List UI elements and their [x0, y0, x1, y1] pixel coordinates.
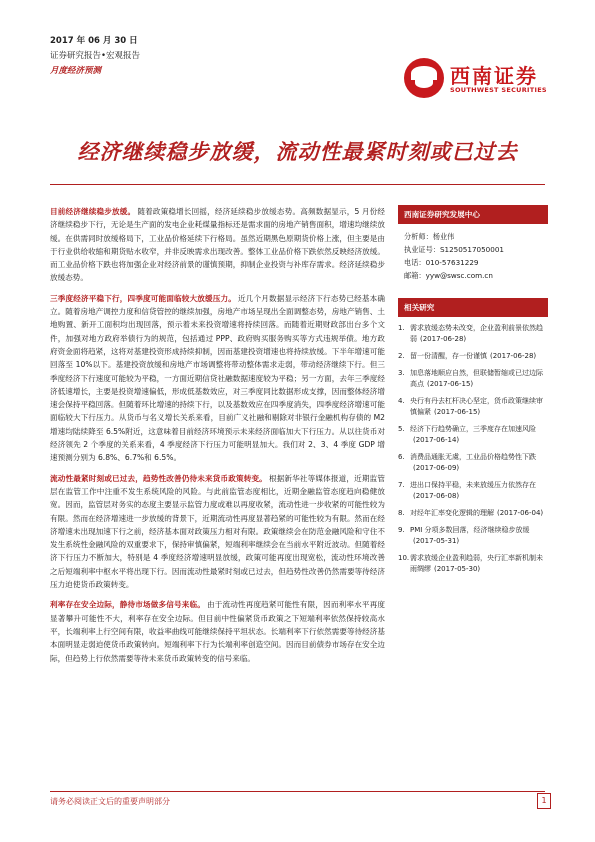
related-title: 对经年汇率变化逻辑的理解 — [410, 509, 494, 517]
related-title: PMI 分项多数回落，经济继续稳步放缓 — [410, 526, 530, 534]
paragraph-lead: 利率存在安全边际，静待市场做多信号来临。 — [50, 600, 205, 610]
related-date: (2017-05-30) — [434, 565, 481, 573]
related-item[interactable] — [398, 508, 548, 519]
related-date: (2017-05-31) — [413, 537, 460, 545]
related-number: 5. — [398, 425, 405, 433]
related-number: 7. — [398, 481, 405, 489]
report-meta — [50, 34, 140, 79]
related-heading: 相关研究 — [398, 298, 548, 317]
analyst-info — [398, 224, 548, 288]
related-item[interactable] — [398, 351, 548, 362]
related-item[interactable] — [398, 323, 548, 345]
analyst-label: 分析师： — [404, 232, 433, 241]
related-item[interactable] — [398, 424, 548, 446]
related-number: 8. — [398, 509, 405, 517]
email-link[interactable]: yyw@swsc.com.cn — [425, 271, 493, 280]
footer-divider — [50, 791, 545, 792]
related-number: 2. — [398, 352, 405, 360]
related-date: (2017-06-04) — [497, 509, 544, 517]
logo-name-en: SOUTHWEST SECURITIES — [450, 86, 547, 94]
related-item[interactable] — [398, 553, 548, 575]
paragraph — [50, 292, 385, 465]
related-title: 留一份清醒，存一份谨慎 — [410, 352, 487, 360]
main-content — [50, 205, 385, 672]
paragraph-lead: 三季度经济平稳下行，四季度可能面临较大放缓压力。 — [50, 293, 236, 303]
related-date: (2017-06-15) — [427, 380, 474, 388]
phone-label: 电话： — [404, 258, 426, 267]
email-row — [404, 269, 544, 282]
related-list — [398, 317, 548, 575]
related-number: 10. — [398, 554, 410, 562]
related-title: 加息落地顺应自然，但联储暂缩或已过边际高点 — [410, 369, 543, 388]
related-title: 消费品通胀无虞，工业品价格趋势性下跌 — [410, 453, 536, 461]
paragraph-lead: 目前经济继续稳步放缓。 — [50, 207, 136, 216]
related-date: (2017-06-15) — [434, 408, 481, 416]
license-number: S1250517050001 — [439, 245, 504, 254]
related-item[interactable] — [398, 396, 548, 418]
logo-emblem-icon — [404, 58, 444, 98]
paragraph — [50, 472, 385, 592]
related-item[interactable] — [398, 452, 548, 474]
paragraph-lead: 流动性最紧时刻或已过去，趋势性改善仍待未来货币政策转变。 — [50, 473, 267, 483]
paragraph-text: 随着政策稳增长回摇，经济延续稳步放缓态势。高频数据显示，5 月份经济继续稳步下行，无论是生产面的发电企业耗煤量指标还是需求面的房地产销售面积，增速均继续放缓。在供需同时放缓格局下，工业品价格延续下行格局。虽然近期黑色原期货价格上涨，但主要是由于行业供给收缩和期货贴水收窄，并非反映需求出现改善。整体工业品价格下跌依然反映经济放缓。而工业品价格下跌也将加强企业对经济前景的谨慎预期，抑制企业投资与补库存需求。经济延续稳步放缓态势。 — [50, 207, 386, 283]
company-logo — [404, 56, 554, 106]
email-label: 邮箱： — [404, 271, 426, 280]
related-date: (2017-06-08) — [413, 492, 460, 500]
related-title: 需求放缓态势未改变，企业盈利前景依然趋弱 — [410, 324, 543, 343]
paragraph-text: 根据新华社等媒体报道，近期监管层在监管工作中注重不发生系统风险的风险。与此前监管态度相比，近期金融监管态度趋向稳健放宽。因而，监管层对务实的态度主要显示监管力度或难以再度收紧，流动性进一步收紧的可能性较为有限。然而在经济增速进一步放缓的背景下，近期流动性再度显著趋紧的可能性较为有限。然而在经济增速未出现加速下行之前，经济基本面对政策压力相对有限。政策继续会在防范金融风险和守住不发生系统性金融风险的双重要求下，保持审慎偏紧，短端利率继续会在当前水平附近波动。但随着经济下行压力不断加大，特别是 4 季度经济增速明显放缓，政策可能再度出现宽松，流动性环境改善之后短端利率中枢水平将出现下行。因而流动性最紧时刻或已过去，但趋势性改善仍然需要等待经济压力迫使货币政策转变。 — [50, 473, 385, 590]
related-date: (2017-06-28) — [420, 335, 467, 343]
sidebar-heading: 西南证券研究发展中心 — [398, 205, 548, 224]
report-type: 证券研究报告•宏观报告 — [50, 51, 141, 61]
paragraph — [50, 598, 385, 664]
related-date: (2017-06-14) — [413, 436, 460, 444]
phone-row — [404, 256, 544, 269]
related-number: 6. — [398, 453, 405, 461]
related-item[interactable] — [398, 368, 548, 390]
report-title: 经济继续稳步放缓，流动性最紧时刻或已过去 — [77, 139, 518, 164]
related-number: 3. — [398, 369, 405, 377]
logo-name-cn: 西南证券 — [450, 64, 538, 88]
analyst-row — [404, 230, 544, 243]
related-date: (2017-06-09) — [413, 464, 460, 472]
related-number: 9. — [398, 526, 405, 534]
report-category: 月度经济预测 — [50, 66, 102, 76]
related-title: 需求放缓企业盈利趋弱，央行汇率新机制未雨绸缪 — [410, 554, 543, 573]
title-divider — [50, 184, 545, 185]
license-row — [404, 243, 544, 256]
phone-number: 010-57631229 — [425, 258, 479, 267]
paragraph-text: 近几个月数据显示经济下行态势已经基本确立。随着房地产调控力度和信贷管控的继续加强，房地产市场呈现出全面调整态势，房地产销售、土地购置、新开工面积均出现回落，预示着未来投资增速将持续回落。而随着近期财政部出台多个文件，加强对地方政府举债行为的规范，包括通过 PPP、政府购买服务购买等方式违规举债。地方政府资金面将趋紧，这将对基建投资形成持续抑制，因而基建投资增速也将持续放缓。下半年增速可能回落至 10%以下。基建投资放缓和房地产市场调整将带动整体需求走弱，带动经济继续下行。但三季度经济下行速度可能较为平稳，一方面近期信贷社融数据速度较为平稳；另一方面，去年三季度经济低速增长，主要是投资增速偏低，形成低基数效应，对三季度同比数据形成支撑，因而整体经济增速会保持平稳回落。但随着环比增速的持续下行，以及基数效应在四季度消失，四季度经济增速可能面临较大下行压力。从货币与名义增长关系来看，目前广义社融和剔除对非银行金融机构存债的 M2 增速均陆续降至 6.5%附近，这意味着目前经济环境预示未来经济面临加大下行压力。从以往货币对经济领先 2 个季度的关系来看，4 季度经济下行压力可能明显加大。我们对 2、3、4 季度 GDP 增速预测分别为 6.8%、6.7%和 6.5%。 — [50, 293, 386, 463]
related-number: 1. — [398, 324, 405, 332]
analyst-name: 杨业伟 — [432, 232, 455, 241]
footer-disclaimer: 请务必阅读正文后的重要声明部分 — [50, 797, 170, 806]
related-number: 4. — [398, 397, 405, 405]
sidebar — [398, 205, 548, 581]
related-title: 进出口保持平稳，未来放缓压力依然存在 — [410, 481, 536, 489]
paragraph-text: 由于流动性再度趋紧可能性有限，因而利率水平再度显著攀升可能性不大，利率存在安全边际。但目前中性偏紧货币政策之下短端利率依然保持较高水平，长端利率上行空间有限，收益率曲线可能继续保持平坦状态。长端利率下行依然需要等待经济基本面明显走弱迫使货币政策转向。短端利率下行为长端利率创造空间。因而目前债券市场存在安全边际，但趋势上行依然需要等待未来货币政策转变的信号来临。 — [50, 600, 385, 663]
related-title: 经济下行趋势确立，三季度存在加速风险 — [410, 425, 536, 433]
license-label: 执业证号： — [404, 245, 440, 254]
related-item[interactable] — [398, 480, 548, 502]
related-date: (2017-06-28) — [490, 352, 537, 360]
paragraph — [50, 205, 385, 285]
report-date: 2017 年 06 月 30 日 — [50, 36, 138, 46]
related-item[interactable] — [398, 525, 548, 547]
related-title: 央行有丹去杠杆决心坚定，货币政策继续审慎偏紧 — [410, 397, 543, 416]
page-number: 1 — [537, 793, 551, 809]
